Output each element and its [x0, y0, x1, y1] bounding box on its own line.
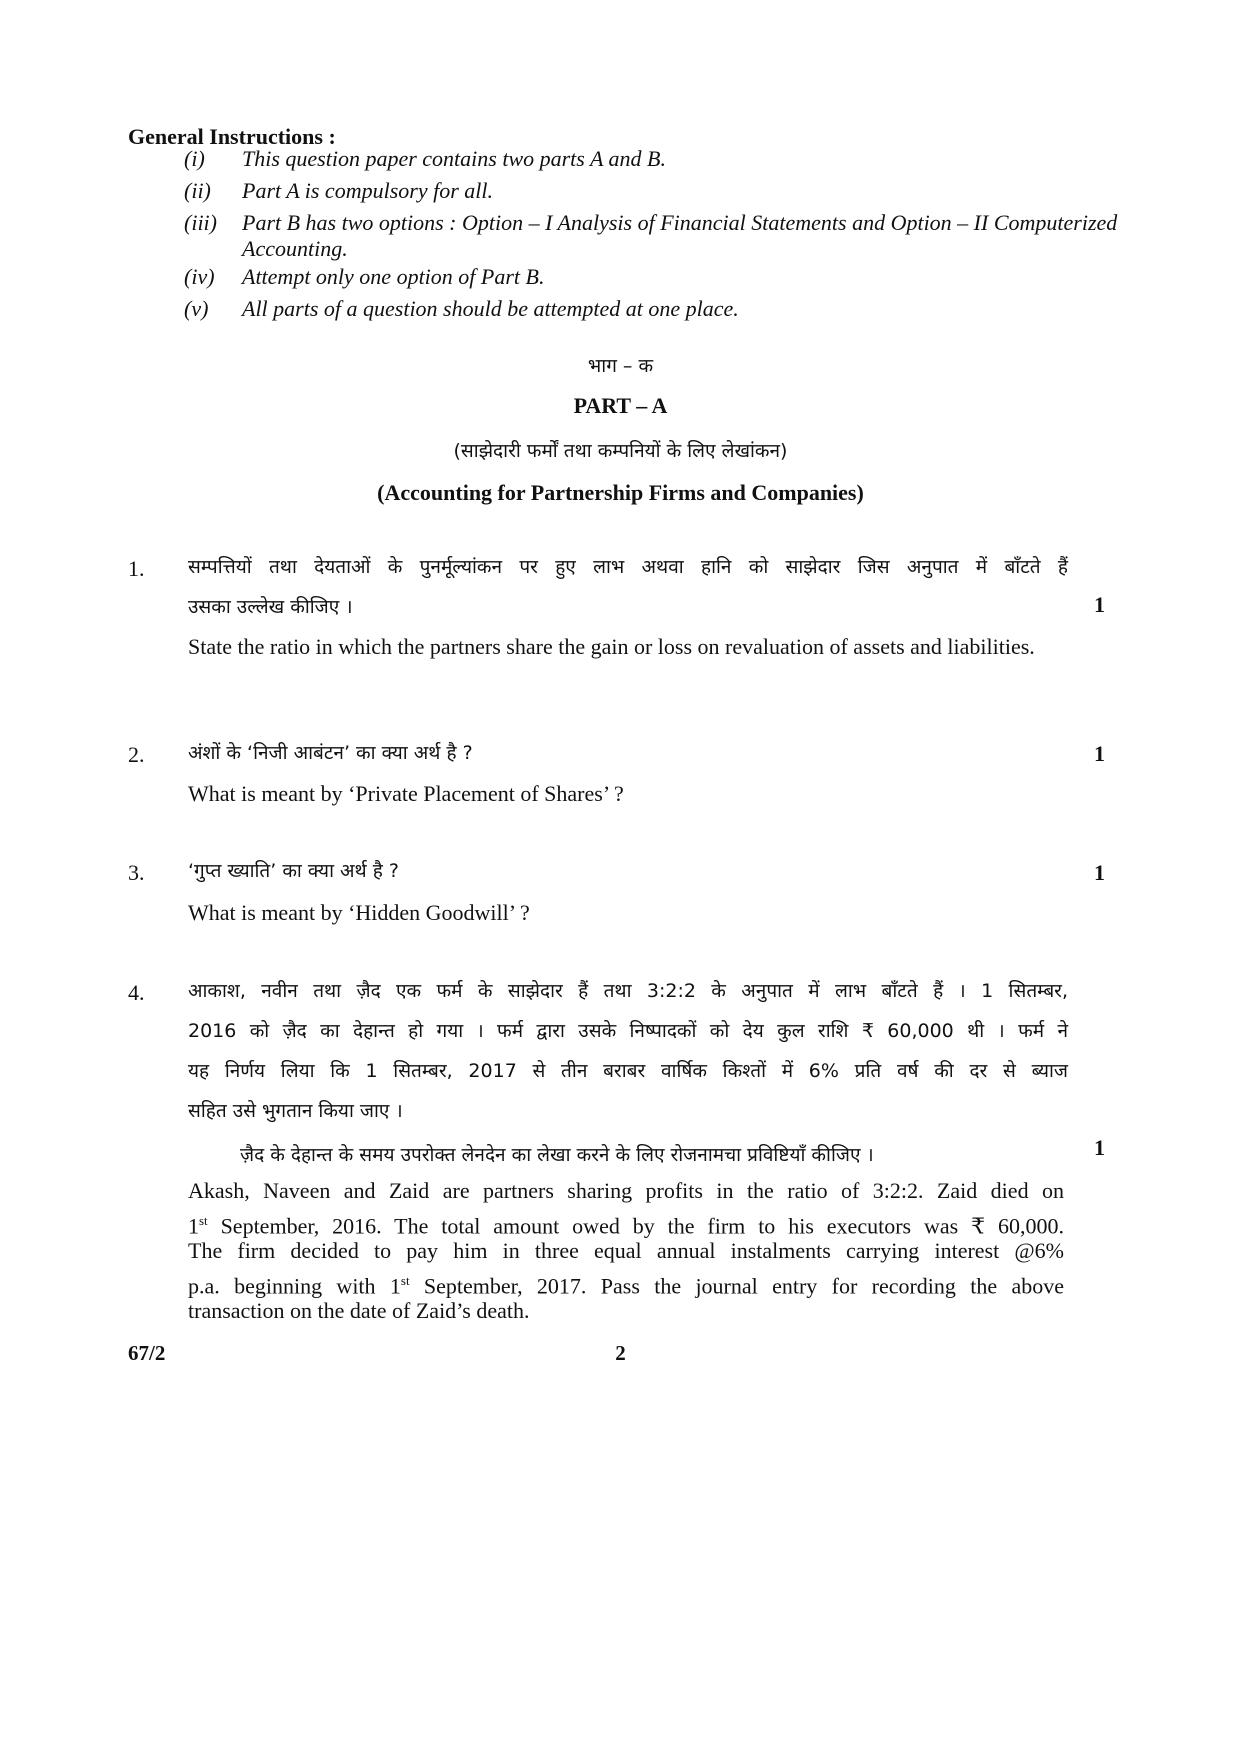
- part-label: PART – A: [573, 393, 668, 418]
- question-hindi: ‘गुप्त ख्याति’ का क्या अर्थ है ?: [188, 860, 399, 882]
- page-number: 2: [615, 1341, 626, 1365]
- instruction-text: This question paper contains two parts A and B.: [242, 146, 666, 171]
- question-hindi-line: उसका उल्लेख कीजिए ।: [188, 596, 353, 618]
- question-hindi-line: आकाश, नवीन तथा ज़ैद एक फर्म के साझेदार हैं तथा 3:2:2 के अनुपात में लाभ बाँटते हैं । 1 सितम्बर,: [188, 980, 1068, 1002]
- question-marks: 1: [1094, 860, 1105, 885]
- part-hindi-subtitle: (साझेदारी फर्मों तथा कम्पनियों के लिए लेखांकन): [453, 440, 788, 462]
- question-english-line: transaction on the date of Zaid’s death.: [188, 1298, 530, 1323]
- english-text: p.a. beginning with 1: [188, 1273, 401, 1299]
- instruction-number: (i): [184, 146, 205, 171]
- part-hindi-label: भाग – क: [587, 355, 654, 377]
- instruction-text: Attempt only one option of Part B.: [242, 264, 545, 289]
- english-superscript: st: [199, 1213, 208, 1228]
- question-number: 3.: [128, 860, 145, 885]
- instruction-text: Part A is compulsory for all.: [242, 178, 493, 203]
- question-marks: 1: [1094, 741, 1105, 766]
- instruction-text: All parts of a question should be attempted at one place.: [242, 296, 739, 321]
- instruction-number: (v): [184, 296, 209, 321]
- question-hindi-line: सम्पत्तियों तथा देयताओं के पुनर्मूल्यांकन पर हुए लाभ अथवा हानि को साझेदार जिस अनुपात में बाँटते हैं: [188, 556, 1068, 578]
- question-english-line: Akash, Naveen and Zaid are partners sharing profits in the ratio of 3:2:2. Zaid died on: [188, 1178, 1064, 1203]
- question-hindi-instruction: ज़ैद के देहान्त के समय उपरोक्त लेनदेन का लेखा करने के लिए रोजनामचा प्रविष्टियाँ कीजिए ।: [240, 1144, 874, 1166]
- question-english: State the ratio in which the partners share the gain or loss on revaluation of assets and liabilities.: [188, 634, 1035, 659]
- question-number: 1.: [128, 556, 145, 581]
- question-marks: 1: [1094, 1135, 1105, 1160]
- instruction-number: (ii): [184, 178, 211, 203]
- english-text: September, 2016. The total amount owed by the firm to his executors was ₹ 60,000.: [207, 1213, 1064, 1239]
- paper-code: 67/2: [128, 1341, 166, 1365]
- english-superscript: st: [400, 1273, 410, 1288]
- question-hindi-line: सहित उसे भुगतान किया जाए ।: [188, 1100, 403, 1122]
- instruction-number: (iv): [184, 264, 215, 289]
- question-number: 4.: [128, 980, 145, 1005]
- question-number: 2.: [128, 742, 145, 767]
- question-hindi: अंशों के ‘निजी आबंटन’ का क्या अर्थ है ?: [188, 742, 473, 764]
- question-marks: 1: [1094, 592, 1105, 617]
- general-instructions-heading: General Instructions :: [128, 124, 336, 149]
- question-hindi-line: 2016 को ज़ैद का देहान्त हो गया । फर्म द्वारा उसके निष्पादकों को देय कुल राशि ₹ 60,000 थी । फर्म ने: [188, 1020, 1068, 1042]
- instruction-number: (iii): [184, 210, 217, 235]
- instruction-text: Part B has two options : Option – I Analysis of Financial Statements and Option – II Computerized Accounting.: [242, 210, 1118, 261]
- question-english: What is meant by ‘Private Placement of Shares’ ?: [188, 781, 624, 806]
- question-hindi-line: यह निर्णय लिया कि 1 सितम्बर, 2017 से तीन बराबर वार्षिक किश्तों में 6% प्रति वर्ष की दर से ब्याज: [188, 1060, 1068, 1082]
- part-subtitle: (Accounting for Partnership Firms and Companies): [377, 480, 864, 505]
- english-text: September, 2017. Pass the journal entry for recording the above: [409, 1273, 1064, 1299]
- english-text: 1: [188, 1213, 199, 1239]
- question-english-line: The firm decided to pay him in three equal annual instalments carrying interest @6%: [188, 1238, 1064, 1263]
- question-english: What is meant by ‘Hidden Goodwill’ ?: [188, 900, 530, 925]
